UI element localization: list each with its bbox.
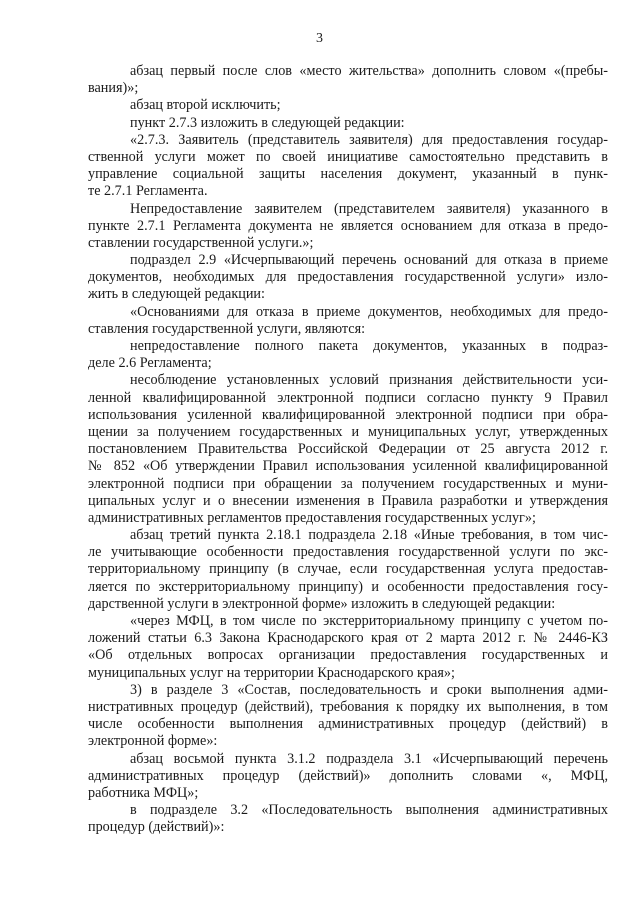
text-line: в подразделе 3.2 «Последовательность выполнения административных <box>130 802 608 819</box>
text-line: вания)»; <box>88 80 139 97</box>
text-line: ставлении государственной услуги.»; <box>88 234 314 251</box>
text-line: документов, необходимых для предоставления государственной услуги» изло- <box>88 269 608 286</box>
text-line: числе особенности выполнения административных процедур (действий) в <box>88 716 608 733</box>
text-line: работника МФЦ»; <box>88 784 199 801</box>
text-line: ложений статьи 6.3 Закона Краснодарского края от 2 марта 2012 г. № 2446-КЗ <box>88 630 608 647</box>
text-line: непредоставление полного пакета документов, указанных в подраз- <box>130 338 608 354</box>
text-line: пункте 2.7.1 Регламента документа не является основанием для отказа в предо- <box>88 217 608 234</box>
text-line: ципальных услуг и о внесении изменения в Правила разработки и утверждения <box>88 492 608 509</box>
text-line: ственной услуги может по своей инициативе самостоятельно представить в <box>88 148 608 165</box>
text-line: «через МФЦ, в том числе по экстерриториальному принципу с учетом по- <box>130 613 608 629</box>
text-line: щении за получением государственных и муниципальных услуг, утвержденных <box>88 423 608 440</box>
text-line: территориальному принципу (в случае, если государственная услуга предостав- <box>88 561 608 578</box>
text-line: жить в следующей редакции: <box>88 286 265 303</box>
text-line: пункт 2.7.3 изложить в следующей редакции: <box>130 114 405 131</box>
text-line: те 2.7.1 Регламента. <box>88 183 208 200</box>
text-line: абзац второй исключить; <box>130 97 281 114</box>
text-line: постановлением Правительства Российской Федерации от 25 августа 2012 г. <box>88 441 608 458</box>
text-line: Непредоставление заявителем (представителем заявителя) указанного в <box>130 200 608 217</box>
text-line: подраздел 2.9 «Исчерпывающий перечень оснований для отказа в приеме <box>130 252 608 269</box>
text-line: управление социальной защиты населения документ, указанный в пунк- <box>88 166 608 183</box>
text-line: несоблюдение установленных условий признания действительности уси- <box>130 372 608 389</box>
text-line: административных регламентов предоставления государственных услуг»; <box>88 509 536 526</box>
text-line: абзац восьмой пункта 3.1.2 подраздела 3.1 «Исчерпывающий перечень <box>130 750 608 767</box>
text-line: муниципальных услуг на территории Краснодарского края»; <box>88 664 455 681</box>
text-line: процедур (действий)»: <box>88 819 225 836</box>
text-line: ляется по экстерриториальному принципу) и особенности предоставления госу- <box>88 578 608 595</box>
text-line: электронной подписи при обращении за получением государственных и муни- <box>88 475 608 492</box>
text-line: абзац первый после слов «место жительства» дополнить словом «(пребы- <box>130 63 608 79</box>
text-line: ле учитывающие особенности предоставления государственной услуги по экс- <box>88 544 608 561</box>
text-line: деле 2.6 Регламента; <box>88 355 212 372</box>
text-line: административных процедур (действий)» дополнить словами «, МФЦ, <box>88 767 608 784</box>
text-line: «Основаниями для отказа в приеме документов, необходимых для предо- <box>130 303 608 320</box>
text-line: электронной форме»: <box>88 733 218 750</box>
page-number: 3 <box>316 31 323 46</box>
text-line: абзац третий пункта 2.18.1 подраздела 2.18 «Иные требования, в том чис- <box>130 527 608 544</box>
text-line: «Об отдельных вопросах организации предоставления государственных и <box>88 647 608 664</box>
text-line: ставления государственной услуги, являются: <box>88 320 366 337</box>
text-line: дарственной услуги в электронной форме» изложить в следующей редакции: <box>88 595 556 612</box>
text-line: «2.7.3. Заявитель (представитель заявителя) для предоставления государ- <box>130 131 608 148</box>
text-line: № 852 «Об утверждении Правил использования усиленной квалифицированной <box>88 458 608 475</box>
document-body <box>88 63 608 836</box>
text-line: нистративных процедур (действий), требования к порядку их выполнения, в том <box>88 698 608 715</box>
text-line: ленной квалифицированной электронной подписи согласно пункту 9 Правил <box>88 389 608 406</box>
text-line: использования усиленной квалифицированной электронной подписи при обра- <box>88 406 608 423</box>
text-line: 3) в разделе 3 «Состав, последовательность и сроки выполнения адми- <box>130 681 608 698</box>
